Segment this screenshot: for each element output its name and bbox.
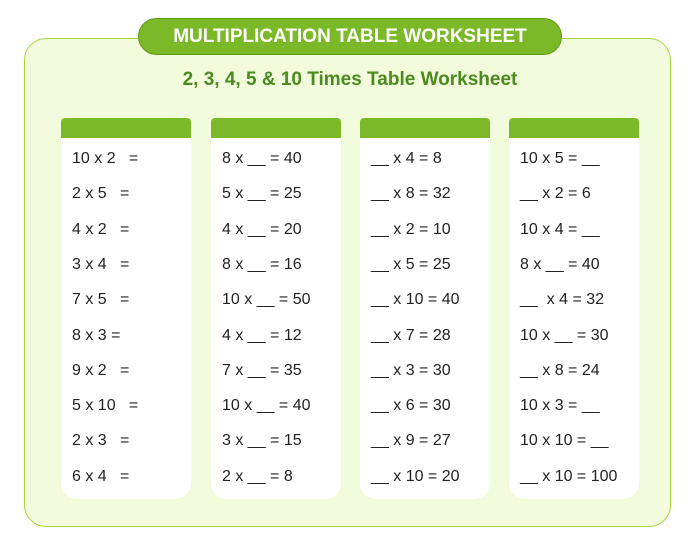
worksheet-subtitle: 2, 3, 4, 5 & 10 Times Table Worksheet — [182, 69, 518, 90]
problem-item: 10 x 2 = — [72, 150, 139, 167]
column-header-bar — [360, 118, 490, 138]
problem-item: __ x 2 = 10 — [371, 220, 451, 238]
problem-item: 6 x 4 = — [72, 467, 130, 485]
column-header-bar — [211, 118, 341, 138]
problem-item: 10 x __ = 40 — [222, 397, 311, 415]
problem-item: 9 x 2 = — [72, 361, 130, 379]
worksheet-title: MULTIPLICATION TABLE WORKSHEET — [138, 18, 562, 55]
problem-item: __ x 4 = 32 — [520, 291, 605, 309]
problem-item: 8 x __ = 40 — [222, 150, 302, 167]
problem-item: __ x 8 = 32 — [371, 185, 451, 203]
problem-item: 5 x __ = 25 — [222, 185, 302, 203]
problem-item: 8 x __ = 16 — [222, 255, 302, 273]
problem-item: 10 x 3 = __ — [520, 397, 600, 415]
problem-item: __ x 5 = 25 — [371, 255, 451, 273]
problem-column-4 — [509, 118, 639, 499]
problem-item: 10 x 10 = __ — [520, 432, 609, 450]
problem-item: 10 x 5 = __ — [520, 150, 600, 167]
problem-item: 8 x 3 = — [72, 326, 121, 344]
problem-item: __ x 10 = 40 — [371, 291, 460, 309]
problem-item: 3 x __ = 15 — [222, 432, 302, 450]
problem-item: 10 x 4 = __ — [520, 220, 600, 238]
problem-item: __ x 4 = 8 — [371, 150, 442, 167]
problem-item: 2 x __ = 8 — [222, 467, 293, 485]
problem-item: 10 x __ = 30 — [520, 326, 609, 344]
problem-item: 7 x __ = 35 — [222, 361, 302, 379]
problem-item: __ x 9 = 27 — [371, 432, 451, 450]
problem-column-3 — [360, 118, 490, 499]
problem-item: 10 x __ = 50 — [222, 291, 311, 309]
problem-item: __ x 3 = 30 — [371, 361, 451, 379]
problem-column-2 — [211, 118, 341, 499]
problem-item: 4 x __ = 20 — [222, 220, 302, 238]
problem-item: __ x 7 = 28 — [371, 326, 451, 344]
problem-item: __ x 8 = 24 — [520, 361, 600, 379]
problem-item: __ x 2 = 6 — [520, 185, 591, 203]
problem-item: 3 x 4 = — [72, 255, 130, 273]
problem-item: 2 x 5 = — [72, 185, 130, 203]
problem-item: 5 x 10 = — [72, 397, 139, 415]
problem-column-1 — [61, 118, 191, 499]
problem-item: __ x 10 = 20 — [371, 467, 460, 485]
problem-item: 4 x __ = 12 — [222, 326, 302, 344]
problem-item: 4 x 2 = — [72, 220, 130, 238]
problem-item: 7 x 5 = — [72, 291, 130, 309]
problem-item: __ x 6 = 30 — [371, 397, 451, 415]
problem-item: 8 x __ = 40 — [520, 255, 600, 273]
problem-item: 2 x 3 = — [72, 432, 130, 450]
column-header-bar — [61, 118, 191, 138]
column-header-bar — [509, 118, 639, 138]
problem-item: __ x 10 = 100 — [520, 467, 618, 485]
